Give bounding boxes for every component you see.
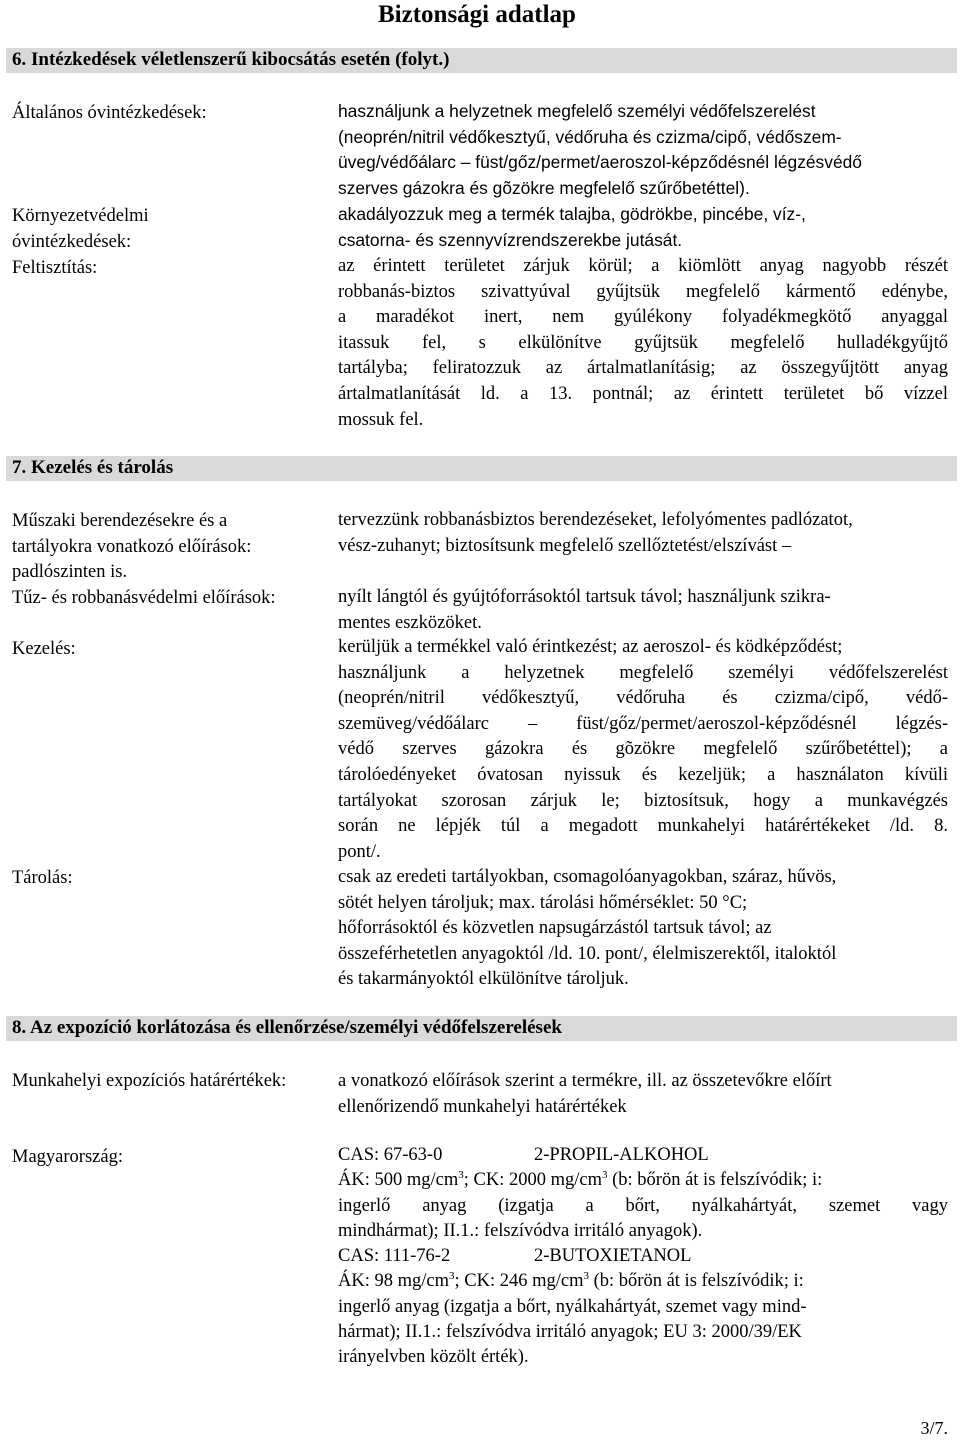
text-line: hőforrásoktól és közvetlen napsugárzástól tartsuk távol; az <box>338 918 772 938</box>
handling-text <box>338 635 948 865</box>
general-precautions-label: Általános óvintézkedések: <box>12 103 207 123</box>
text-line: pont/. <box>338 841 381 862</box>
substance-2-ck-rest: (b: bőrön át is felszívódik; i: <box>589 1271 804 1292</box>
document-title: Biztonsági adatlap <box>378 1 576 28</box>
environmental-label-1: Környezetvédelmi <box>12 206 149 226</box>
storage-text <box>338 865 948 993</box>
fire-safety-text <box>338 585 948 636</box>
unit-superscript: 3 <box>583 1270 589 1283</box>
text-line: robbanás-biztos szivattyúval gyűjtsük megfelelő kármentő edénybe, <box>338 281 948 302</box>
unit-superscript: 3 <box>458 1169 464 1182</box>
section-6-heading: 6. Intézkedések véletlenszerű kibocsátás esetén (folyt.) <box>6 48 957 73</box>
substance-2-ak: ÁK: 98 mg/cm <box>338 1271 449 1292</box>
text-line: mossuk fel. <box>338 409 424 430</box>
text-line: üveg/védőálarc – füst/gőz/permet/aeroszol-képződésnél légzésvédő <box>338 152 862 173</box>
page-number: 3/7. <box>920 1418 948 1438</box>
environmental-label-2: óvintézkedések: <box>12 232 132 252</box>
cleanup-text <box>338 254 948 433</box>
text-line: akadályozzuk meg a termék talajba, gödrökbe, pincébe, víz-, <box>338 204 806 224</box>
unit-superscript: 3 <box>449 1270 455 1283</box>
text-line: (neoprén/nitril védőkesztyű, védőruha és czizma/cipő, védő- <box>338 688 948 709</box>
exposure-limits-line-1: a vonatkozó előírások szerint a termékre, ill. az összetevőkre előírt <box>338 1071 832 1091</box>
handling-label: Kezelés: <box>12 639 76 659</box>
text-line: sötét helyen tároljuk; max. tárolási hőmérséklet: 50 °C; <box>338 892 748 913</box>
text-line: ártalmatlanítását ld. a 13. pontnál; az érintett területet bő vízzel <box>338 383 948 404</box>
text-line: mentes eszközöket. <box>338 612 482 633</box>
text-line: az érintett területet zárjuk körül; a kiömlött anyag nagyobb részét <box>338 256 948 276</box>
text-line: csak az eredeti tartályokban, csomagolóanyagokban, száraz, hűvös, <box>338 867 837 887</box>
substance-2-ck: ; CK: 246 mg/cm <box>454 1271 584 1292</box>
text-line: használjunk a helyzetnek megfelelő személyi védőfelszerelést <box>338 101 816 121</box>
substance-1-ck-rest: (b: bőrön át is felszívódik; i: <box>607 1170 823 1191</box>
substance-2-name: 2-BUTOXIETANOL <box>534 1246 692 1267</box>
technical-label-2: tartályokra vonatkozó előírások: <box>12 537 252 557</box>
substance-2-cas: CAS: 111-76-2 <box>338 1246 451 1267</box>
text-line: során ne lépjék túl a megadott munkahelyi határértékeket /ld. 8. <box>338 816 948 837</box>
storage-label: Tárolás: <box>12 868 73 888</box>
text-line: ingerlő anyag (izgatja a bőrt, nyálkahártyát, szemet vagy mind- <box>338 1296 807 1317</box>
text-line: védő szerves gázokra és gõzökre megfelelő szűrőbetéttel); a <box>338 739 948 760</box>
text-line: tartályba; feliratozzuk az ártalmatlanításig; az összegyűjtött anyag <box>338 358 948 379</box>
technical-overflow-text: padlószinten is. <box>12 562 128 582</box>
cleanup-label: Feltisztítás: <box>12 258 98 278</box>
country-label: Magyarország: <box>12 1147 123 1167</box>
text-line: vész-zuhanyt; biztosítsunk megfelelő szellőztetést/elszívást – <box>338 535 792 556</box>
unit-superscript: 3 <box>602 1169 608 1182</box>
text-line: nyílt lángtól és gyújtóforrásoktól tartsuk távol; használjunk szikra- <box>338 587 831 607</box>
text-line: itassuk fel, s elkülönítve gyűjtsük megfelelő hulladékgyűjtő <box>338 332 948 353</box>
text-line: tartályokat szorosan zárjuk le; biztosítsuk, hogy a munkavégzés <box>338 790 948 811</box>
text-line: szerves gázokra és gõzökre megfelelő szűrőbetéttel). <box>338 178 750 199</box>
substance-1-ck: ; CK: 2000 mg/cm <box>463 1170 602 1191</box>
substance-2-cas-row <box>338 1244 948 1269</box>
substance-1-limits <box>338 1168 948 1193</box>
exposure-limits-line-2: ellenőrizendő munkahelyi határértékek <box>338 1097 627 1117</box>
text-line: csatorna- és szennyvízrendszerekbe jutását. <box>338 229 683 250</box>
text-line: tervezzünk robbanásbiztos berendezéseket, lefolyómentes padlózatot, <box>338 510 853 530</box>
section-7-heading: 7. Kezelés és tárolás <box>6 456 957 481</box>
substance-1-name: 2-PROPIL-ALKOHOL <box>534 1145 709 1165</box>
text-line: (neoprén/nitril védőkesztyű, védőruha és czizma/cipő, védőszem- <box>338 126 842 147</box>
substance-1-ak: ÁK: 500 mg/cm <box>338 1170 459 1191</box>
substance-1-cas: CAS: 67-63-0 <box>338 1145 443 1165</box>
text-line: mindhármat); II.1.: felszívódva irritáló anyagok). <box>338 1220 703 1241</box>
fire-safety-label: Tűz- és robbanásvédelmi előírások: <box>12 588 276 608</box>
general-precautions-text <box>338 99 948 202</box>
substance-list <box>338 1143 948 1371</box>
technical-label-1: Műszaki berendezésekre és a <box>12 511 228 531</box>
text-line: irányelvben közölt érték). <box>338 1347 529 1368</box>
text-line: a maradékot inert, nem gyúlékony folyadékmegkötő anyaggal <box>338 307 948 328</box>
text-line: hármat); II.1.: felszívódva irritáló anyagok; EU 3: 2000/39/EK <box>338 1322 802 1343</box>
text-line: összeférhetetlen anyagoktól /ld. 10. pont/, élelmiszerektől, italoktól <box>338 943 837 964</box>
technical-text <box>338 508 948 559</box>
environmental-text <box>338 202 948 253</box>
text-line: kerüljük a termékkel való érintkezést; az aeroszol- és ködképződést; <box>338 637 843 657</box>
text-line: szemüveg/védőálarc – füst/gőz/permet/aeroszol-képződésnél légzés- <box>338 713 948 734</box>
exposure-limits-label: Munkahelyi expozíciós határértékek: <box>12 1071 287 1091</box>
text-line: ingerlő anyag (izgatja a bőrt, nyálkahártyát, szemet vagy <box>338 1195 948 1216</box>
text-line: tárolóedényeket óvatosan nyissuk és kezeljük; a használaton kívüli <box>338 764 948 785</box>
substance-1-cas-row <box>338 1143 948 1168</box>
text-line: és takarmányoktól elkülönítve tároljuk. <box>338 969 629 989</box>
section-8-heading: 8. Az expozíció korlátozása és ellenőrzése/személyi védőfelszerelések <box>6 1016 957 1041</box>
substance-2-limits <box>338 1269 948 1294</box>
text-line: használjunk a helyzetnek megfelelő személyi védőfelszerelést <box>338 662 948 683</box>
